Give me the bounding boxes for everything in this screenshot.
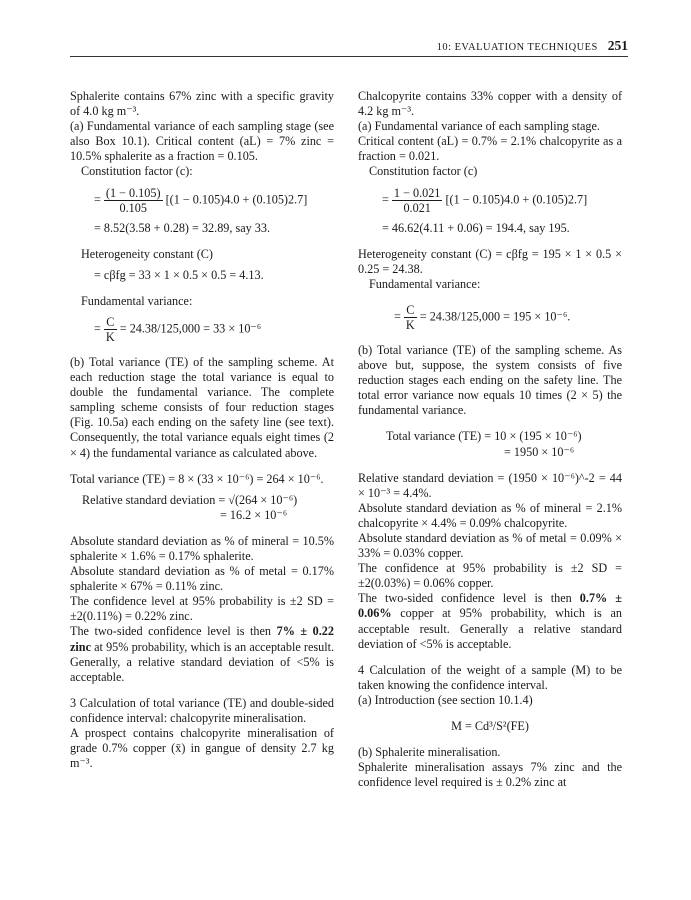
abs-sd-metal: Absolute standard deviation as % of metal = 0.17% sphalerite × 67% = 0.11% zinc. — [70, 564, 334, 594]
fundamental-variance-intro: (a) Fundamental variance of each sampling stage (see also Box 10.1). Critical content (aL) = 7% zinc = 10.5% sphalerite as a fraction = 0.105. — [70, 119, 334, 164]
page-number: 251 — [607, 38, 628, 53]
equation-fraction: $\frac{(1 - 0.105)}{0.105}$ — [105, 185, 161, 215]
sample-weight-equation: M = Cd³/S²(FE) — [451, 719, 529, 733]
total-variance-text: (b) Total variance (TE) of the sampling scheme. As above but, suppose, the system consists of five reduction stages each ending on the safety line. The total error variance now equals 10 times (2 × 5) the fundamental variance. — [358, 342, 622, 418]
critical-content: Critical content (aL) = 0.7% = 2.1% chalcopyrite as a fraction = 0.021. — [358, 134, 622, 164]
constitution-factor-result: = 8.52(3.58 + 0.28) = 32.89, say 33. — [94, 220, 270, 235]
left-column — [70, 89, 334, 771]
page-header — [0, 38, 628, 55]
section-4-heading: 4 Calculation of the weight of a sample (M) to be taken knowing the confidence interval. — [358, 662, 622, 692]
total-variance-equation: Total variance (TE) = 10 × (195 × 10⁻⁶) — [386, 429, 582, 444]
equation-fraction: $\frac{C}{K}$ — [405, 302, 415, 332]
equation-fraction: $\frac{1 - 0.021}{0.021}$ — [393, 185, 441, 215]
sphalerite-intro: Sphalerite contains 67% zinc with a specific gravity of 4.0 kg m⁻³. — [70, 89, 334, 119]
running-title: 10: EVALUATION TECHNIQUES — [436, 42, 598, 53]
abs-sd-mineral: Absolute standard deviation as % of mineral = 10.5% sphalerite × 1.6% = 0.17% sphalerite. — [70, 533, 334, 563]
two-sided-confidence: The two-sided confidence level is then 0.7% ± 0.06% copper at 95% probability, which is an acceptable result. Generally a relative standard deviation of <5% is acceptable. — [358, 591, 622, 651]
chalcopyrite-prospect: A prospect contains chalcopyrite mineralisation of grade 0.7% copper (x̄) in gangue of density 2.7 kg m⁻³. — [70, 726, 334, 771]
fundamental-variance-equation: = $\frac{C}{K}$ = 24.38/125,000 = 195 × 10⁻⁶. — [394, 302, 571, 332]
constitution-factor-label: Constitution factor (c): — [81, 164, 193, 179]
heterogeneity-equation: = cβfg = 33 × 1 × 0.5 × 0.5 = 4.13. — [94, 267, 264, 282]
abs-sd-metal: Absolute standard deviation as % of metal = 0.09% × 33% = 0.03% copper. — [358, 530, 622, 561]
right-column — [358, 89, 622, 790]
equation-fraction: $\frac{C}{K}$ — [105, 314, 115, 344]
total-variance-text: (b) Total variance (TE) of the sampling scheme. At each reduction stage the total variance is equal to double the fundamental variance. The complete sampling scheme consists of four reduction stages (Fig. 10.5a) each ending on the safety line (see text). Consequently, the total variance equals eight times (2 × 4) the fundamental variance as calculated above. — [70, 354, 334, 460]
constitution-factor-result: = 46.62(4.11 + 0.06) = 194.4, say 195. — [382, 220, 570, 235]
chalcopyrite-intro: Chalcopyrite contains 33% copper with a density of 4.2 kg m⁻³. — [358, 89, 622, 119]
fundamental-variance-label: Fundamental variance: — [369, 276, 481, 291]
header-rule — [70, 56, 628, 57]
section-3-heading: 3 Calculation of total variance (TE) and double-sided confidence interval: chalcopyrite mineralisation. — [70, 695, 334, 725]
abs-sd-mineral: Absolute standard deviation as % of mineral = 2.1% chalcopyrite × 4.4% = 0.09% chalcopyrite. — [358, 500, 622, 530]
relative-sd-result: = 16.2 × 10⁻⁶ — [220, 507, 288, 522]
constitution-factor-equation: = $\frac{(1 - 0.105)}{0.105}$ [(1 − 0.105)4.0 + (0.105)2.7] — [94, 185, 308, 215]
confidence-level: The confidence level at 95% probability is ±2 SD = ±2(0.11%) = 0.22% zinc. — [70, 594, 334, 624]
fundamental-variance-intro: (a) Fundamental variance of each sampling stage. — [358, 119, 600, 134]
relative-sd: Relative standard deviation = (1950 × 10⁻⁶)^-2 = 44 × 10⁻³ = 4.4%. — [358, 470, 622, 500]
fundamental-variance-equation: = $\frac{C}{K}$ = 24.38/125,000 = 33 × 10⁻⁶ — [94, 314, 262, 344]
heterogeneity-constant: Heterogeneity constant (C) = cβfg = 195 × 1 × 0.5 × 0.25 = 24.38. — [358, 246, 622, 276]
total-variance-equation: Total variance (TE) = 8 × (33 × 10⁻⁶) = 264 × 10⁻⁶. — [70, 471, 324, 486]
fundamental-variance-label: Fundamental variance: — [81, 293, 193, 308]
relative-sd-equation: Relative standard deviation = √(264 × 10⁻⁶) — [82, 492, 298, 507]
introduction-subheading: (a) Introduction (see section 10.1.4) — [358, 692, 533, 707]
constitution-factor-equation: = $\frac{1 - 0.021}{0.021}$ [(1 − 0.105)4.0 + (0.105)2.7] — [382, 185, 588, 215]
total-variance-result: = 1950 × 10⁻⁶ — [504, 444, 575, 459]
sphalerite-assay-text: Sphalerite mineralisation assays 7% zinc and the confidence level required is ± 0.2% zinc at — [358, 760, 622, 790]
two-sided-confidence: The two-sided confidence level is then 7% ± 0.22 zinc at 95% probability, which is an acceptable result. Generally, a relative standard deviation of <5% is acceptable. — [70, 624, 335, 684]
confidence-level: The confidence at 95% probability is ±2 SD = ±2(0.03%) = 0.06% copper. — [358, 561, 622, 591]
constitution-factor-label: Constitution factor (c) — [369, 164, 478, 179]
heterogeneity-label: Heterogeneity constant (C) — [81, 246, 213, 261]
sphalerite-subheading: (b) Sphalerite mineralisation. — [358, 745, 501, 760]
